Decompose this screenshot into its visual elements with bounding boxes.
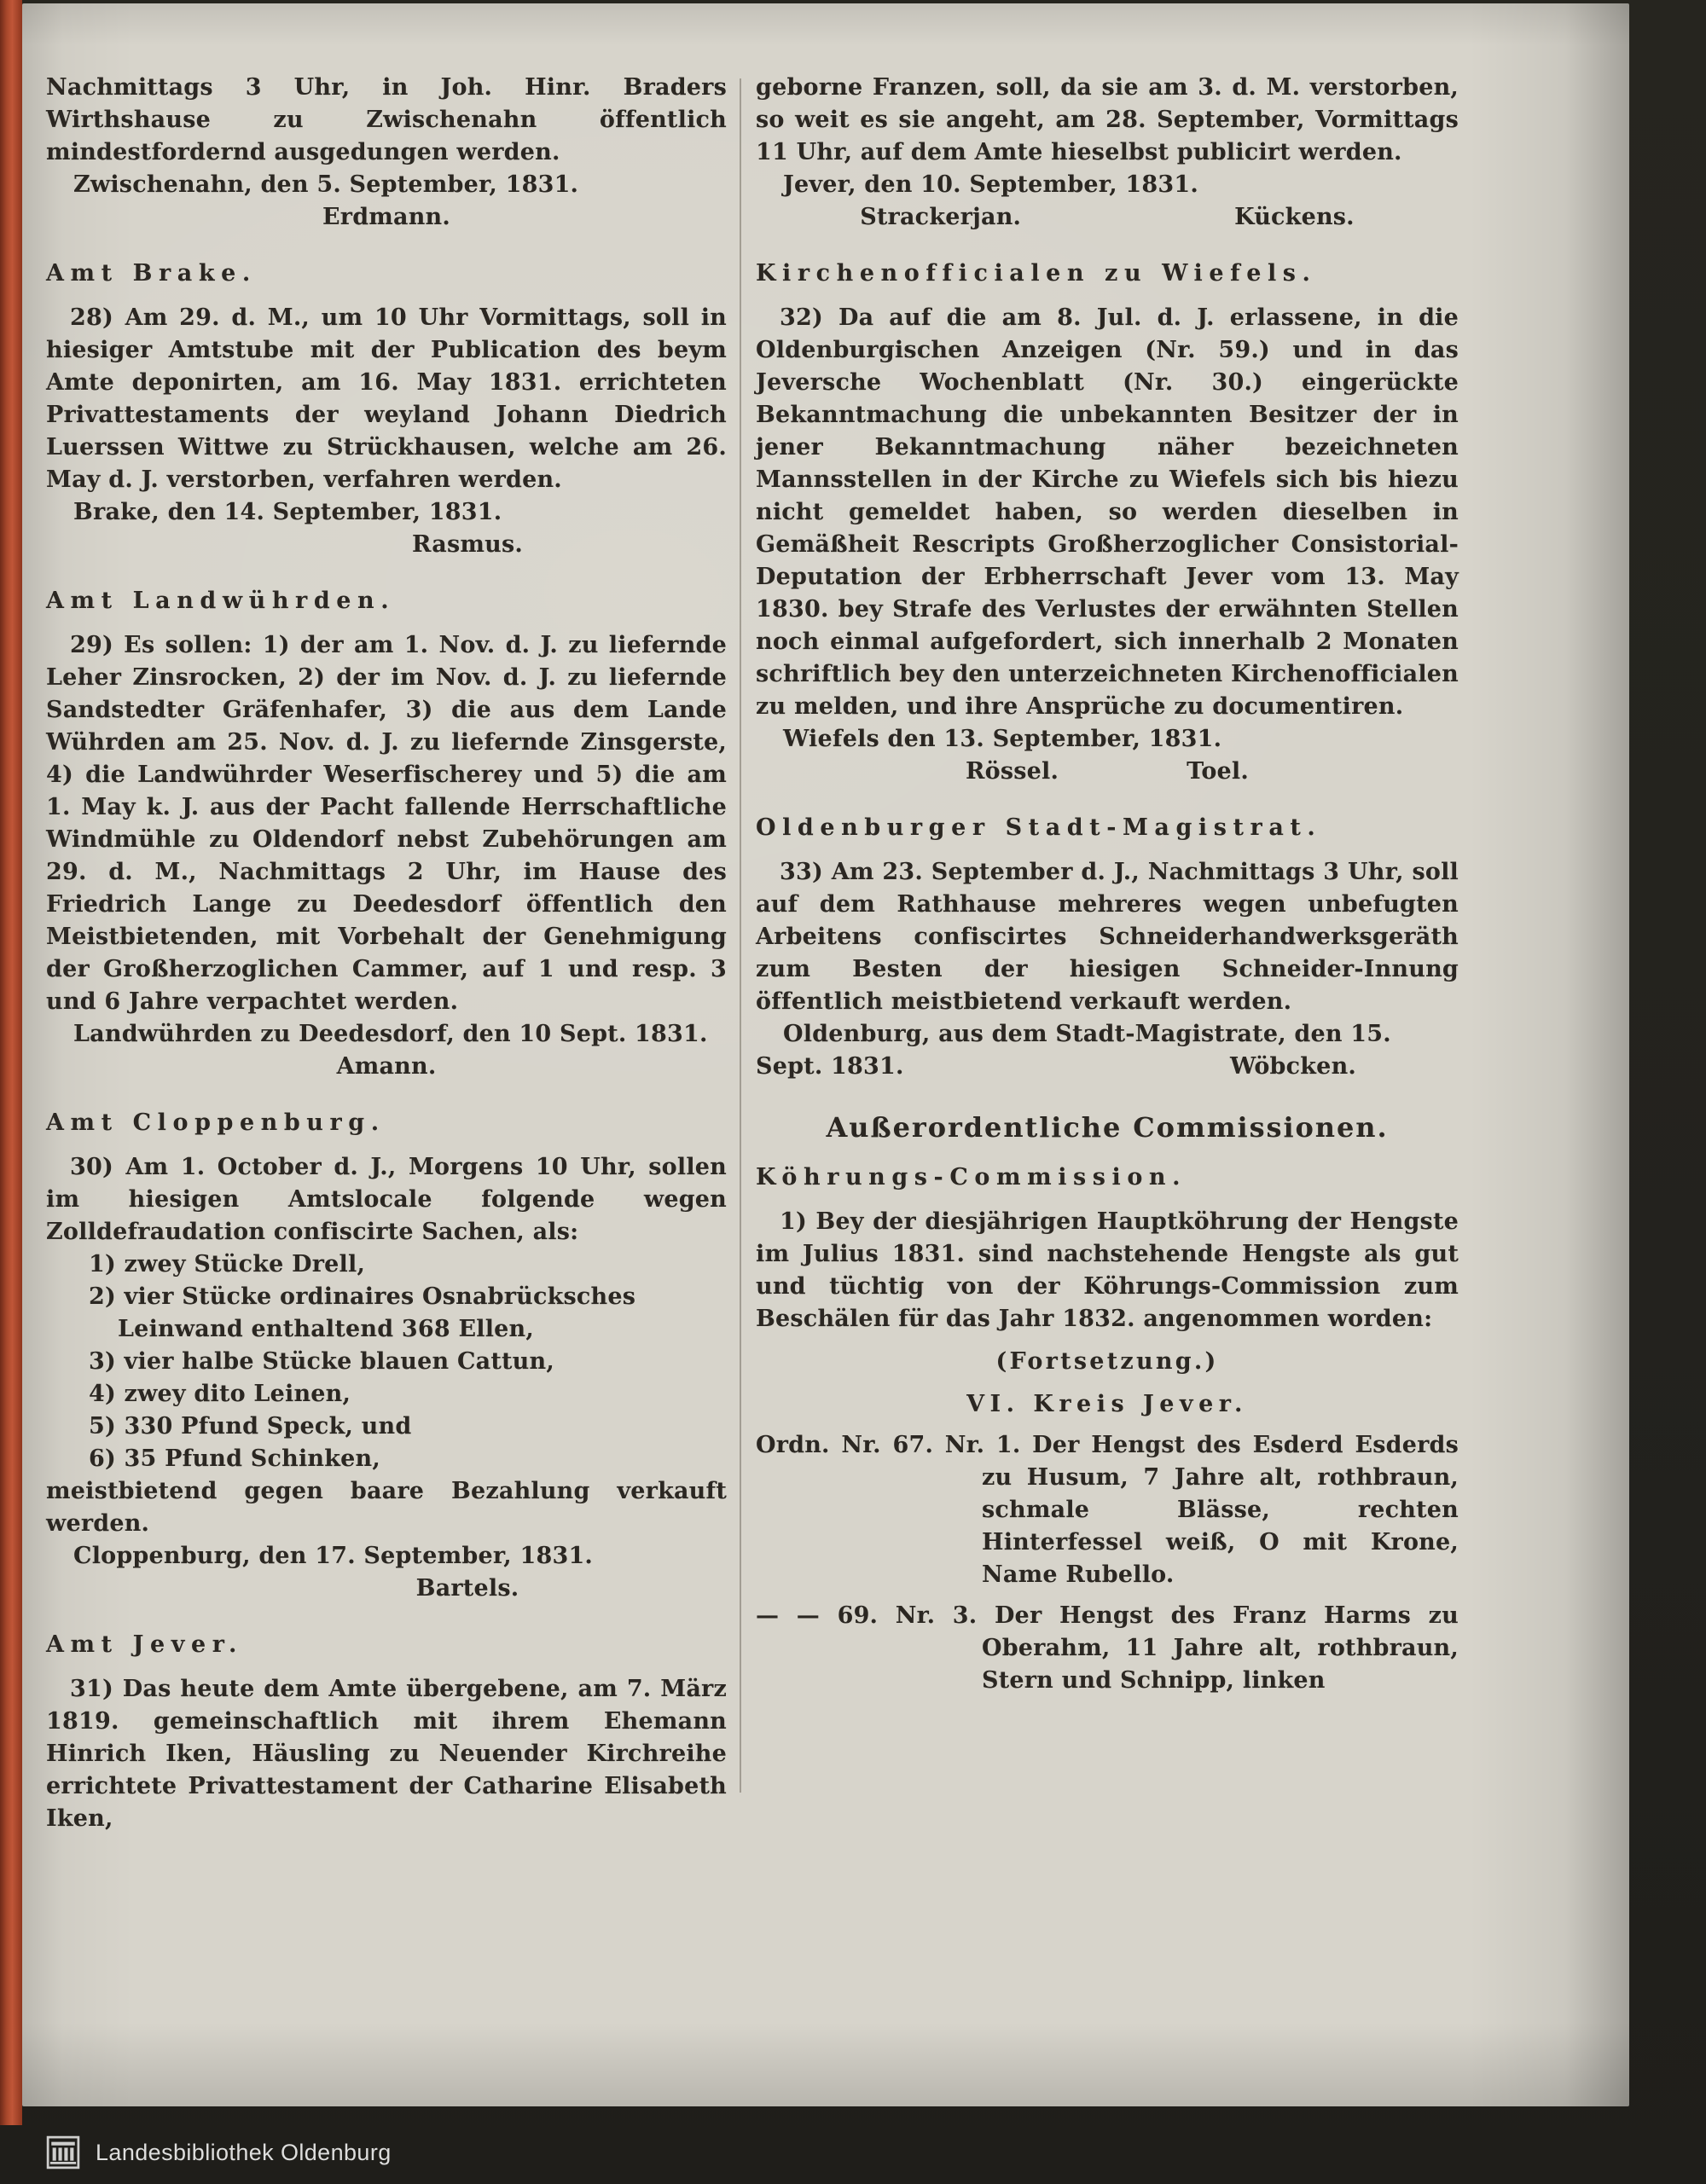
dateline: Landwührden zu Deedesdorf, den 10 Sept. 1831.: [73, 1021, 708, 1047]
register-entry-69: — — 69. Nr. 3. Der Hengst des Franz Harms zu Oberahm, 11 Jahre alt, rothbraun, Stern und Schnipp, linken: [756, 1602, 1459, 1694]
list-item: 5) 330 Pfund Speck, und: [89, 1413, 412, 1440]
dateline: Brake, den 14. September, 1831.: [73, 499, 502, 525]
library-stamp: [44, 2130, 392, 2175]
signature-row: [756, 756, 1459, 788]
page-content: [46, 72, 1459, 1835]
book-spine-edge: [0, 0, 22, 2125]
signature: Amann.: [336, 1053, 437, 1080]
section-heading-amt-cloppenburg: Amt Cloppenburg.: [46, 1109, 386, 1136]
list-item: 4) zwey dito Leinen,: [89, 1381, 351, 1407]
section-heading-amt-brake: Amt Brake.: [46, 260, 257, 287]
section-heading-amt-landwuehrden: Amt Landwührden.: [46, 588, 396, 614]
section-heading-kirchenofficialen: Kirchenofficialen zu Wiefels.: [756, 260, 1317, 287]
signature: Rössel.: [966, 758, 1059, 785]
section-heading-koehrungs-commission: Köhrungs-Commission.: [756, 1164, 1187, 1190]
list-item: 6) 35 Pfund Schinken,: [89, 1445, 380, 1472]
signature: Toel.: [1187, 758, 1249, 785]
continuation-note: (Fortsetzung.): [995, 1348, 1219, 1375]
signature-row: [756, 201, 1459, 234]
scanned-paper-page: [22, 3, 1629, 2106]
section-heading-amt-jever: Amt Jever.: [46, 1631, 243, 1658]
list-item: 2) vier Stücke ordinaires Osnabrücksches Leinwand enthaltend 368 Ellen,: [89, 1283, 636, 1342]
left-column: [46, 72, 727, 1835]
signature: Kückens.: [1234, 204, 1355, 230]
paragraph-intro-continuation: Nachmittags 3 Uhr, in Joh. Hinr. Braders Wirthshause zu Zwischenahn öffentlich mindestfordernd ausgedungen werden.: [46, 74, 727, 165]
paragraph-31: 31) Das heute dem Amte übergebene, am 7. März 1819. gemeinschaftlich mit ihrem Ehemann Hinrich Iken, Häusling zu Neuender Kirchreihe errichtete Privattestament der Catharine Elisabeth Iken,: [46, 1676, 727, 1832]
dateline: Zwischenahn, den 5. September, 1831.: [73, 171, 579, 198]
signature: Wöbcken.: [1230, 1053, 1356, 1080]
section-heading-stadt-magistrat: Oldenburger Stadt-Magistrat.: [756, 814, 1322, 841]
dateline: Jever, den 10. September, 1831.: [783, 171, 1198, 198]
section-heading-ausserordentliche-commissionen: Außerordentliche Commissionen.: [826, 1111, 1389, 1144]
paragraph-33: 33) Am 23. September d. J., Nachmittags 3 Uhr, soll auf dem Rathhause mehreres wegen unbefugten Arbeitens confiscirtes Schneiderhandwerksgeräth zum Besten der hiesigen Schneider-Innung öffentlich meistbietend verkauft werden.: [756, 859, 1459, 1015]
paragraph-closing: meistbietend gegen baare Bezahlung verkauft werden.: [46, 1478, 727, 1537]
paragraph-koehrung: 1) Bey der diesjährigen Hauptköhrung der Hengste im Julius 1831. sind nachstehende Hengste als gut und tüchtig von der Köhrungs-Commission zum Beschälen für das Jahr 1832. angenommen worden:: [756, 1208, 1459, 1332]
signature: Bartels.: [415, 1575, 519, 1602]
paragraph-32: 32) Da auf die am 8. Jul. d. J. erlassene, in die Oldenburgischen Anzeigen (Nr. 59.) und in das Jeversche Wochenblatt (Nr. 30.) eingerückte Bekanntmachung die unbekannten Besitzer der in jener Bekanntmachung näher bezeichneten Mannsstellen in der Kirche zu Wiefels sich bis hiezu nicht gemeldet haben, so werden dieselben in Gemäßheit Rescripts Großherzoglicher Consistorial-Deputation der Erbherrschaft Jever vom 13. May 1830. bey Strafe des Verlustes der erwähnten Stellen noch einmal aufgefordert, sich innerhalb 2 Monaten schriftlich bey den unterzeichneten Kirchenofficialen zu melden, und ihre Ansprüche zu documentiren.: [756, 304, 1459, 720]
right-column: [756, 72, 1459, 1835]
signature: Erdmann.: [322, 204, 450, 230]
list-item: 3) vier halbe Stücke blauen Cattun,: [89, 1348, 554, 1375]
list-item: 1) zwey Stücke Drell,: [89, 1251, 366, 1277]
paragraph-29: 29) Es sollen: 1) der am 1. Nov. d. J. zu liefernde Leher Zinsrocken, 2) der im Nov. d. J. zu liefernde Sandstedter Gräfenhafer, 3) die aus dem Lande Wührden am 25. Nov. d. J. zu liefernde Zinsgerste, 4) die Landwührder Weserfischerey und 5) die am 1. May k. J. aus der Pacht fallende Herrschaftliche Windmühle zu Oldendorf nebst Zubehörungen am 29. d. M., Nachmittags 2 Uhr, im Hause des Friedrich Lange zu Deedesdorf öffentlich den Meistbietenden, mit Vorbehalt der Genehmigung der Großherzoglichen Cammer, auf 1 und resp. 3 und 6 Jahre verpachtet werden.: [46, 632, 727, 1015]
signature: Strackerjan.: [860, 204, 1022, 230]
register-entry-67: Ordn. Nr. 67. Nr. 1. Der Hengst des Esderd Esderds zu Husum, 7 Jahre alt, rothbraun, schmale Blässe, rechten Hinterfessel weiß, O mit Krone, Name Rubello.: [756, 1432, 1459, 1588]
paragraph-31-continuation: geborne Franzen, soll, da sie am 3. d. M. verstorben, so weit es sie angeht, am 28. September, Vormittags 11 Uhr, auf dem Amte hieselbst publicirt werden.: [756, 74, 1459, 165]
dateline: Wiefels den 13. September, 1831.: [783, 726, 1222, 752]
library-building-icon: [44, 2134, 82, 2171]
signature: Rasmus.: [412, 531, 523, 558]
dateline: Cloppenburg, den 17. September, 1831.: [73, 1543, 594, 1569]
library-stamp-label: Landesbibliothek Oldenburg: [96, 2139, 392, 2165]
paragraph-28: 28) Am 29. d. M., um 10 Uhr Vormittags, soll in hiesiger Amtstube mit der Publication des beym Amte deponirten, am 16. May 1831. errichteten Privattestaments der weyland Johann Diedrich Luerssen Wittwe zu Strückhausen, welche am 26. May d. J. verstorben, verfahren werden.: [46, 304, 727, 493]
dateline: Oldenburg, aus dem Stadt-Magistrate, den 15. Sept. 1831.: [756, 1021, 1391, 1080]
subsection-heading-kreis-jever: VI. Kreis Jever.: [966, 1391, 1248, 1417]
paragraph-30: 30) Am 1. October d. J., Morgens 10 Uhr, sollen im hiesigen Amtslocale folgende wegen Zolldefraudation confiscirte Sachen, als:: [46, 1154, 727, 1245]
